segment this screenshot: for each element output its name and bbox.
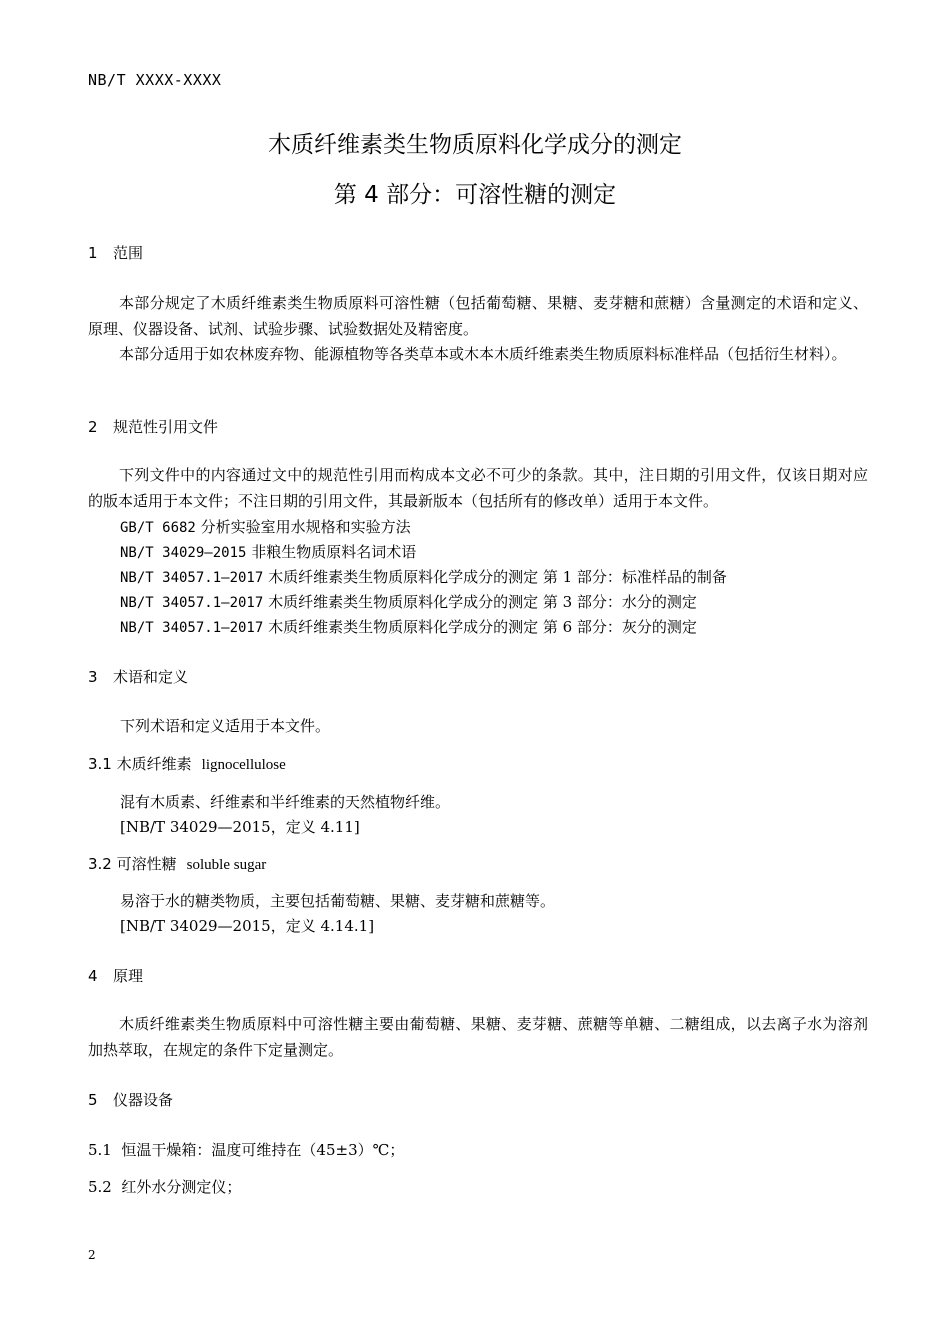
term-number: 3.1 — [88, 755, 112, 773]
term-english: lignocellulose — [201, 757, 286, 773]
section-title: 范围 — [113, 244, 144, 262]
document-title: 木质纤维素类生物质原料化学成分的测定 — [268, 132, 682, 158]
term-definition: 易溶于水的糖类物质，主要包括葡萄糖、果糖、麦芽糖和蔗糖等。 — [120, 892, 556, 910]
section-heading-apparatus — [88, 1089, 173, 1110]
apparatus-text: 恒温干燥箱：温度可维持在（45±3）℃； — [121, 1141, 405, 1159]
term-chinese: 可溶性糖 — [116, 855, 177, 873]
section-heading-normative-references — [88, 416, 218, 437]
page-number: 2 — [88, 1248, 96, 1262]
section-heading-terms-and-definitions — [88, 666, 188, 687]
reference-title: 木质纤维素类生物质原料化学成分的测定 第 3 部分：水分的测定 — [268, 593, 697, 611]
apparatus-item — [88, 1176, 241, 1197]
apparatus-item — [88, 1139, 404, 1160]
reference-item — [120, 566, 727, 587]
reference-title: 木质纤维素类生物质原料化学成分的测定 第 6 部分：灰分的测定 — [268, 618, 697, 636]
reference-code: GB/T 6682 — [120, 520, 196, 536]
reference-code: NB/T 34057.1—2017 — [120, 620, 264, 636]
references-paragraph: 下列文件中的内容通过文中的规范性引用而构成本文必不可少的条款。其中，注日期的引用文件，仅该日期对应的版本适用于本文件；不注日期的引用文件，其最新版本（包括所有的修改单）适用于本文件。 — [88, 466, 868, 510]
reference-item — [120, 516, 411, 537]
section-heading-principle — [88, 965, 143, 986]
reference-title: 分析实验室用水规格和实验方法 — [200, 518, 411, 536]
section-title: 术语和定义 — [113, 668, 189, 686]
scope-paragraph-2: 本部分适用于如农林废弃物、能源植物等各类草本或木本木质纤维素类生物质原料标准样品（包括衍生材料）。 — [119, 345, 847, 363]
section-number: 3 — [88, 668, 98, 686]
reference-title: 木质纤维素类生物质原料化学成分的测定 第 1 部分：标准样品的制备 — [268, 568, 727, 586]
section-title: 原理 — [113, 967, 144, 985]
apparatus-text: 红外水分测定仪； — [121, 1178, 242, 1196]
section-number: 2 — [88, 418, 98, 436]
terms-intro: 下列术语和定义适用于本文件。 — [120, 717, 331, 735]
apparatus-number: 5.2 — [88, 1178, 112, 1196]
principle-paragraph: 木质纤维素类生物质原料中可溶性糖主要由葡萄糖、果糖、麦芽糖、蔗糖等单糖、二糖组成，以去离子水为溶剂加热萃取，在规定的条件下定量测定。 — [88, 1015, 868, 1059]
reference-code: NB/T 34057.1—2017 — [120, 595, 264, 611]
reference-code: NB/T 34029—2015 — [120, 545, 247, 561]
document-subtitle: 第 4 部分：可溶性糖的测定 — [333, 182, 617, 208]
apparatus-number: 5.1 — [88, 1141, 112, 1159]
term-chinese: 木质纤维素 — [116, 755, 192, 773]
reference-item — [120, 541, 416, 562]
section-number: 5 — [88, 1091, 98, 1109]
section-heading-scope — [88, 242, 143, 263]
document-id: NB/T XXXX-XXXX — [88, 71, 222, 89]
term-number: 3.2 — [88, 855, 112, 873]
section-title: 规范性引用文件 — [113, 418, 219, 436]
term-source: [NB/T 34029—2015，定义 4.11] — [120, 818, 360, 836]
scope-paragraph-1: 本部分规定了木质纤维素类生物质原料可溶性糖（包括葡萄糖、果糖、麦芽糖和蔗糖）含量测定的术语和定义、原理、仪器设备、试剂、试验步骤、试验数据处及精密度。 — [88, 294, 868, 338]
term-heading — [88, 853, 266, 874]
reference-title: 非粮生物质原料名词术语 — [251, 543, 417, 561]
section-number: 4 — [88, 967, 98, 985]
term-heading — [88, 753, 286, 774]
reference-item — [120, 591, 697, 612]
reference-code: NB/T 34057.1—2017 — [120, 570, 264, 586]
term-english: soluble sugar — [186, 857, 267, 873]
term-source: [NB/T 34029—2015，定义 4.14.1] — [120, 917, 375, 935]
reference-item — [120, 616, 697, 637]
term-definition: 混有木质素、纤维素和半纤维素的天然植物纤维。 — [120, 793, 451, 811]
section-title: 仪器设备 — [113, 1091, 174, 1109]
section-number: 1 — [88, 244, 98, 262]
